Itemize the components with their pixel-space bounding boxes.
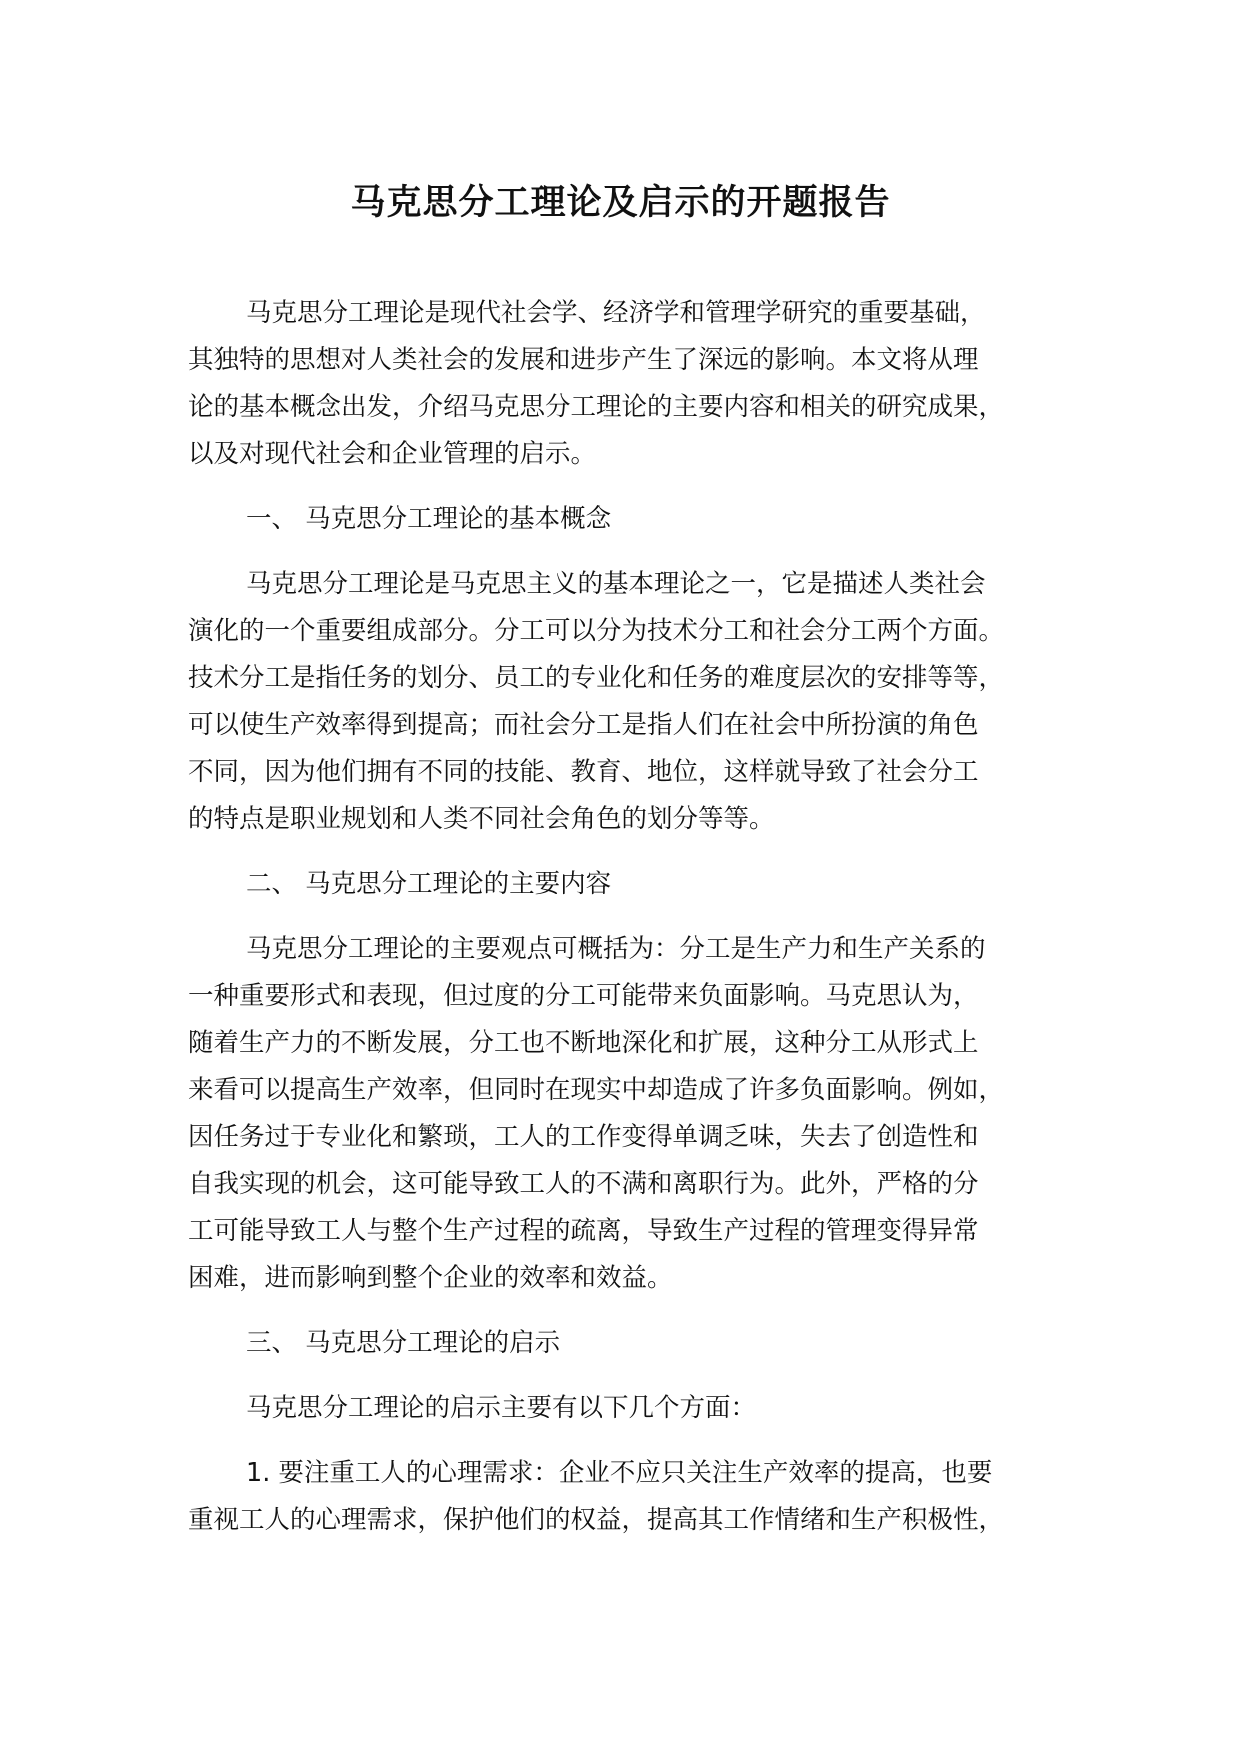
document-title: 马克思分工理论及启示的开题报告 [350, 183, 891, 223]
section-heading-1 [188, 496, 1088, 543]
text-line: 马克思分工理论的主要观点可概括为：分工是生产力和生产关系的 [246, 934, 986, 964]
text-line: 技术分工是指任务的划分、员工的专业化和任务的难度层次的安排等等， [188, 663, 1005, 693]
paragraph-implications-intro [188, 1385, 1088, 1432]
paragraph-implication-1 [188, 1450, 1088, 1544]
heading-line: 三、 马克思分工理论的启示 [246, 1328, 561, 1358]
text-line: 其独特的思想对人类社会的发展和进步产生了深远的影响。本文将从理 [188, 345, 979, 375]
paragraph-intro [188, 290, 1088, 478]
text-line: 演化的一个重要组成部分。分工可以分为技术分工和社会分工两个方面。 [188, 616, 1005, 646]
section-heading-3 [188, 1320, 1088, 1367]
text-line: 工可能导致工人与整个生产过程的疏离，导致生产过程的管理变得异常 [188, 1216, 979, 1246]
text-line: 因任务过于专业化和繁琐，工人的工作变得单调乏味，失去了创造性和 [188, 1122, 979, 1152]
heading-line: 一、 马克思分工理论的基本概念 [246, 504, 612, 534]
heading-line: 二、 马克思分工理论的主要内容 [246, 869, 612, 899]
text-line: 一种重要形式和表现，但过度的分工可能带来负面影响。马克思认为， [188, 981, 979, 1011]
text-line: 的特点是职业规划和人类不同社会角色的划分等等。 [188, 804, 775, 834]
text-line: 马克思分工理论是马克思主义的基本理论之一，它是描述人类社会 [246, 569, 986, 599]
text-line: 随着生产力的不断发展，分工也不断地深化和扩展，这种分工从形式上 [188, 1028, 979, 1058]
text-line: 马克思分工理论是现代社会学、经济学和管理学研究的重要基础， [246, 298, 986, 328]
paragraph-main-content [188, 926, 1088, 1302]
text-line: 困难，进而影响到整个企业的效率和效益。 [188, 1263, 673, 1293]
text-line: 1. 要注重工人的心理需求：企业不应只关注生产效率的提高，也要 [246, 1458, 993, 1488]
text-line: 自我实现的机会，这可能导致工人的不满和离职行为。此外，严格的分 [188, 1169, 979, 1199]
document-body [188, 290, 1088, 1562]
paragraph-basic-concept [188, 561, 1088, 843]
text-line: 论的基本概念出发，介绍马克思分工理论的主要内容和相关的研究成果， [188, 392, 1005, 422]
text-line: 马克思分工理论的启示主要有以下几个方面： [246, 1393, 757, 1423]
text-line: 不同，因为他们拥有不同的技能、教育、地位，这样就导致了社会分工 [188, 757, 979, 787]
text-line: 来看可以提高生产效率，但同时在现实中却造成了许多负面影响。例如， [188, 1075, 1005, 1105]
text-line: 以及对现代社会和企业管理的启示。 [188, 439, 597, 469]
section-heading-2 [188, 861, 1088, 908]
text-line: 可以使生产效率得到提高；而社会分工是指人们在社会中所扮演的角色 [188, 710, 979, 740]
text-line: 重视工人的心理需求，保护他们的权益，提高其工作情绪和生产积极性， [188, 1505, 1005, 1535]
